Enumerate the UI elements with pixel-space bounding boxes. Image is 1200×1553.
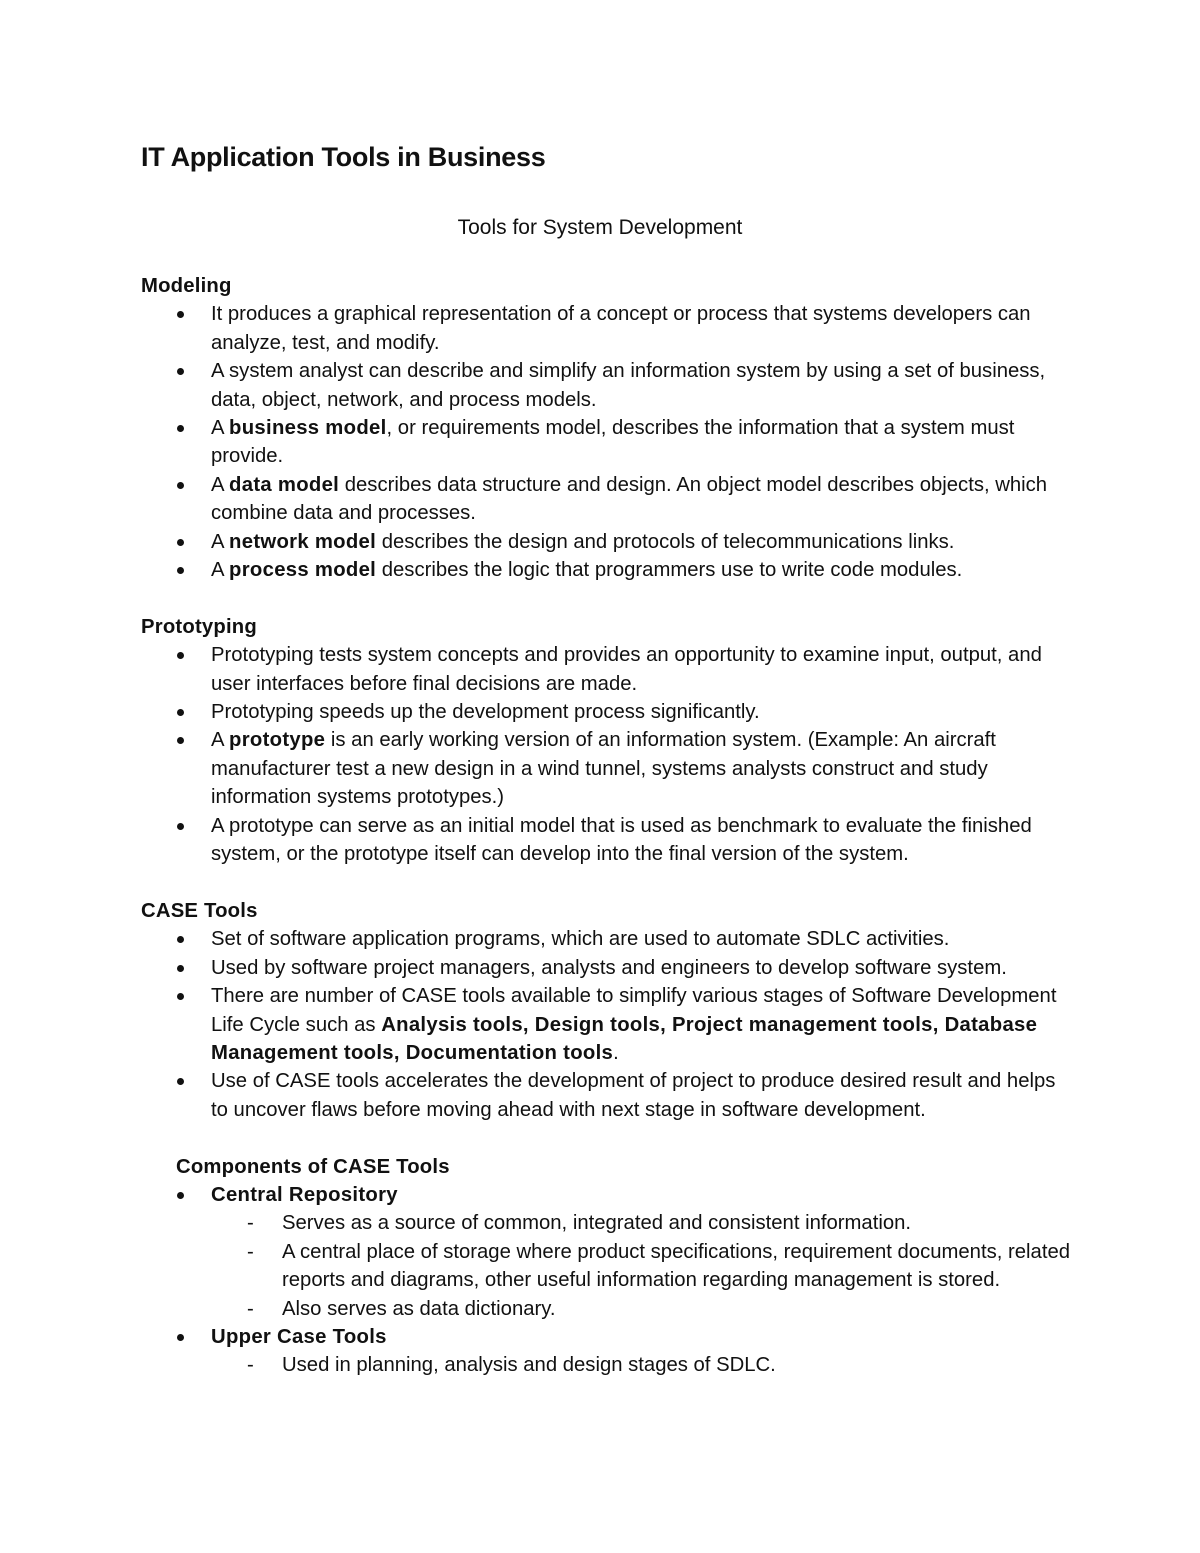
subsection-heading-components: Components of CASE Tools [176,1155,450,1178]
list-item: There are number of CASE tools available to simplify various stages of Software Development Life Cycle such as Analysis tools, Design tools, Project management tools, Database Management tools, Documentation tools. [141,982,1071,1067]
central-repository-details [211,1209,1071,1323]
components-list [176,1181,1071,1380]
prototyping-list [141,641,1071,868]
list-item: A process model describes the logic that programmers use to write code modules. [141,556,1071,584]
section-modeling [141,272,1071,584]
list-item: A business model, or requirements model, describes the information that a system must provide. [141,414,1071,471]
term-business-model: business model [229,417,387,440]
detail-item: - Used in planning, analysis and design stages of SDLC. [211,1351,1071,1379]
subsection-components [141,1153,1071,1380]
list-item: A data model describes data structure and design. An object model describes objects, which combine data and processes. [141,471,1071,528]
list-item: A prototype is an early working version of an information system. (Example: An aircraft manufacturer test a new design in a wind tunnel, systems analysts construct and study information systems prototypes.) [141,726,1071,811]
term-network-model: network model [229,530,377,553]
section-heading-case-tools: CASE Tools [141,899,258,922]
case-tools-list [141,925,1071,1124]
section-heading-modeling: Modeling [141,275,232,297]
list-item: Use of CASE tools accelerates the development of project to produce desired result and helps to uncover flaws before moving ahead with next stage in software development. [141,1067,1071,1124]
section-prototyping [141,613,1071,869]
section-case-tools [141,897,1071,1380]
list-item: A prototype can serve as an initial model that is used as benchmark to evaluate the finished system, or the prototype itself can develop into the final version of the system. [141,812,1071,869]
list-item: Prototyping speeds up the development process significantly. [141,698,1071,726]
section-heading-prototyping: Prototyping [141,615,257,638]
document-subtitle: Tools for System Development [457,216,743,239]
document-title: IT Application Tools in Business [141,142,546,172]
component-label: Central Repository [211,1183,398,1206]
modeling-list [141,300,1071,584]
detail-item: - Serves as a source of common, integrated and consistent information. [211,1209,1071,1237]
list-item: A system analyst can describe and simplify an information system by using a set of business, data, object, network, and process models. [141,357,1071,414]
list-item: A network model describes the design and protocols of telecommunications links. [141,528,1071,556]
term-process-model: process model [229,559,377,582]
detail-item: - Also serves as data dictionary. [211,1295,1071,1323]
term-data-model: data model [229,473,340,496]
term-tool-types: Analysis tools, Design tools, Project management tools, Database Management tools, Documentation tools [211,1013,1038,1064]
detail-item: - A central place of storage where product specifications, requirement documents, related reports and diagrams, other useful information regarding management is stored. [211,1238,1071,1295]
component-upper-case-tools [176,1323,1071,1380]
list-item: Prototyping tests system concepts and provides an opportunity to examine input, output, and user interfaces before final decisions are made. [141,641,1071,698]
list-item: Used by software project managers, analysts and engineers to develop software system. [141,954,1071,982]
document-body [141,272,1071,1380]
upper-case-tools-details [211,1351,1071,1379]
list-item: It produces a graphical representation of a concept or process that systems developers can analyze, test, and modify. [141,300,1071,357]
component-central-repository [176,1181,1071,1323]
list-item: Set of software application programs, which are used to automate SDLC activities. [141,925,1071,953]
term-prototype: prototype [229,729,326,752]
component-label: Upper Case Tools [211,1325,387,1348]
